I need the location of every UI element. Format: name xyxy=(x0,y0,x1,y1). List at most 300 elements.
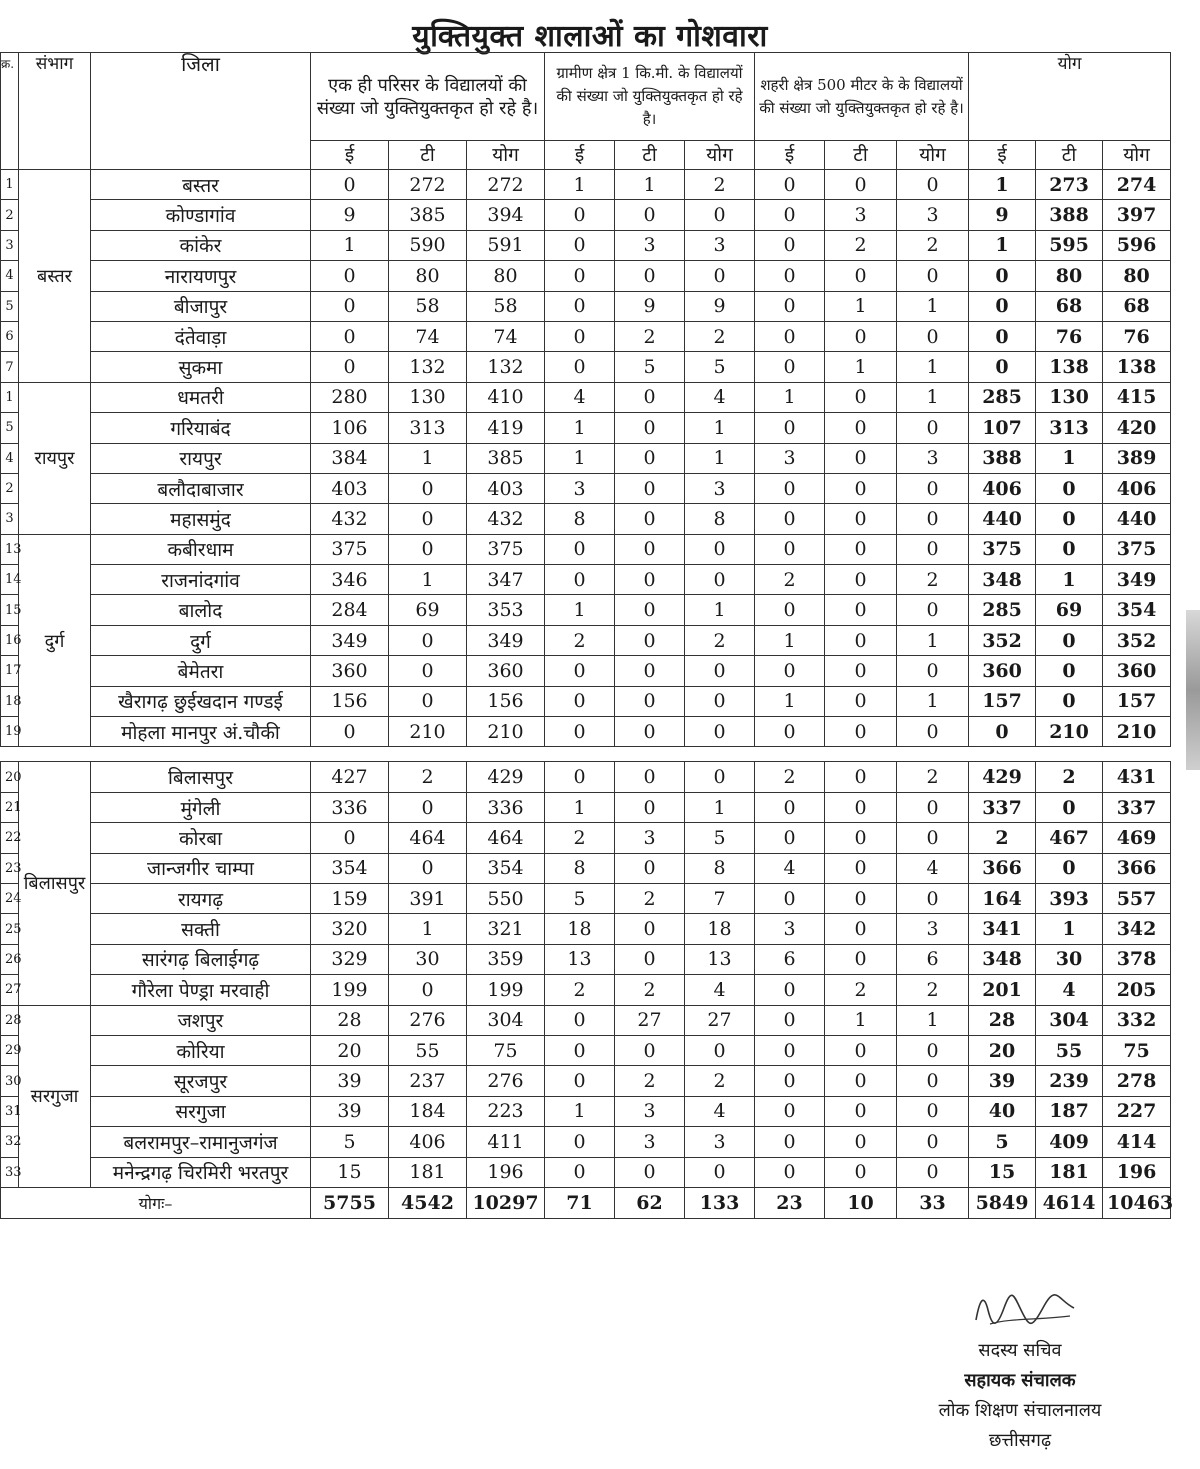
value-cell: 0 xyxy=(825,504,897,534)
table-row xyxy=(1,352,1171,382)
value-cell: 3 xyxy=(755,443,825,473)
header-urban-500m: शहरी क्षेत्र 500 मीटर के के विद्यालयों की संख्या जो युक्तियुक्तकृत हो रहे है। xyxy=(755,53,969,141)
value-cell: 1 xyxy=(755,382,825,412)
value-cell: 132 xyxy=(389,352,467,382)
total-value-cell: 62 xyxy=(615,1187,685,1218)
serial-number-cell: 15 xyxy=(1,595,19,625)
district-cell: कोरिया xyxy=(91,1035,311,1065)
header-same-campus: एक ही परिसर के विद्यालयों की संख्या जो युक्तियुक्तकृत हो रहे है। xyxy=(311,53,545,141)
value-cell: 280 xyxy=(311,382,389,412)
table-row xyxy=(1,534,1171,564)
serial-number-cell: 17 xyxy=(1,656,19,686)
value-cell: 0 xyxy=(545,656,615,686)
value-cell: 106 xyxy=(311,413,389,443)
value-cell: 427 xyxy=(311,762,389,792)
value-cell: 0 xyxy=(1036,656,1103,686)
district-cell: धमतरी xyxy=(91,382,311,412)
value-cell: 0 xyxy=(545,291,615,321)
serial-number-cell: 6 xyxy=(1,321,19,351)
value-cell: 0 xyxy=(389,504,467,534)
value-cell: 284 xyxy=(311,595,389,625)
value-cell: 0 xyxy=(615,853,685,883)
value-cell: 132 xyxy=(467,352,545,382)
value-cell: 2 xyxy=(685,321,755,351)
value-cell: 2 xyxy=(897,975,969,1005)
division-cell: बिलासपुर xyxy=(19,762,91,1005)
value-cell: 0 xyxy=(755,473,825,503)
value-cell: 4 xyxy=(685,975,755,1005)
value-cell: 0 xyxy=(311,170,389,200)
value-cell: 0 xyxy=(969,291,1036,321)
value-cell: 354 xyxy=(1103,595,1171,625)
table-row xyxy=(1,291,1171,321)
district-cell: राजनांदगांव xyxy=(91,565,311,595)
value-cell: 3 xyxy=(755,914,825,944)
total-value-cell: 33 xyxy=(897,1187,969,1218)
value-cell: 336 xyxy=(467,792,545,822)
document-title: युक्तियुक्त शालाओं का गोशवारा xyxy=(412,19,768,54)
value-cell: 0 xyxy=(755,883,825,913)
district-cell: गरियाबंद xyxy=(91,413,311,443)
district-cell: खैरागढ़ छुईखदान गण्डई xyxy=(91,686,311,716)
serial-number-cell: 5 xyxy=(1,291,19,321)
value-cell: 0 xyxy=(389,792,467,822)
table-row xyxy=(1,656,1171,686)
handwritten-signature xyxy=(900,1290,1140,1336)
value-cell: 1 xyxy=(545,1096,615,1126)
value-cell: 74 xyxy=(389,321,467,351)
value-cell: 157 xyxy=(969,686,1036,716)
table-row xyxy=(1,1005,1171,1035)
table-row xyxy=(1,382,1171,412)
value-cell: 5 xyxy=(685,823,755,853)
table-row xyxy=(1,717,1171,747)
value-cell: 394 xyxy=(467,200,545,230)
value-cell: 414 xyxy=(1103,1127,1171,1157)
value-cell: 1 xyxy=(825,291,897,321)
value-cell: 1 xyxy=(685,595,755,625)
value-cell: 2 xyxy=(615,321,685,351)
value-cell: 0 xyxy=(825,883,897,913)
value-cell: 1 xyxy=(897,686,969,716)
table-row xyxy=(1,975,1171,1005)
value-cell: 406 xyxy=(389,1127,467,1157)
value-cell: 199 xyxy=(467,975,545,1005)
value-cell: 406 xyxy=(969,473,1036,503)
value-cell: 196 xyxy=(467,1157,545,1187)
value-cell: 2 xyxy=(389,762,467,792)
value-cell: 0 xyxy=(685,565,755,595)
value-cell: 0 xyxy=(897,1127,969,1157)
value-cell: 591 xyxy=(467,230,545,260)
serial-number-cell: 13 xyxy=(1,534,19,564)
value-cell: 0 xyxy=(389,853,467,883)
value-cell: 1 xyxy=(389,443,467,473)
value-cell: 353 xyxy=(467,595,545,625)
header-sn: क्र. xyxy=(1,53,19,170)
value-cell: 20 xyxy=(311,1035,389,1065)
total-row xyxy=(1,1187,1171,1218)
value-cell: 5 xyxy=(969,1127,1036,1157)
value-cell: 0 xyxy=(389,473,467,503)
subheader-cell: योग xyxy=(897,141,969,170)
value-cell: 403 xyxy=(467,473,545,503)
value-cell: 0 xyxy=(825,914,897,944)
value-cell: 0 xyxy=(825,656,897,686)
value-cell: 464 xyxy=(389,823,467,853)
value-cell: 0 xyxy=(615,473,685,503)
value-cell: 432 xyxy=(311,504,389,534)
subheader-cell: टी xyxy=(825,141,897,170)
value-cell: 18 xyxy=(685,914,755,944)
value-cell: 39 xyxy=(311,1096,389,1126)
value-cell: 0 xyxy=(685,686,755,716)
value-cell: 3 xyxy=(615,1127,685,1157)
value-cell: 0 xyxy=(545,686,615,716)
value-cell: 68 xyxy=(1103,291,1171,321)
value-cell: 55 xyxy=(389,1035,467,1065)
district-cell: नारायणपुर xyxy=(91,261,311,291)
value-cell: 360 xyxy=(311,656,389,686)
value-cell: 156 xyxy=(467,686,545,716)
value-cell: 1 xyxy=(685,443,755,473)
table-row xyxy=(1,1035,1171,1065)
value-cell: 181 xyxy=(1036,1157,1103,1187)
value-cell: 3 xyxy=(825,200,897,230)
value-cell: 164 xyxy=(969,883,1036,913)
district-cell: बस्तर xyxy=(91,170,311,200)
table-row xyxy=(1,1066,1171,1096)
value-cell: 0 xyxy=(825,625,897,655)
value-cell: 0 xyxy=(825,473,897,503)
value-cell: 1 xyxy=(545,170,615,200)
value-cell: 2 xyxy=(825,230,897,260)
value-cell: 0 xyxy=(615,914,685,944)
value-cell: 0 xyxy=(897,883,969,913)
value-cell: 332 xyxy=(1103,1005,1171,1035)
value-cell: 313 xyxy=(389,413,467,443)
value-cell: 1 xyxy=(825,352,897,382)
value-cell: 342 xyxy=(1103,914,1171,944)
value-cell: 0 xyxy=(825,382,897,412)
table-row xyxy=(1,443,1171,473)
value-cell: 210 xyxy=(467,717,545,747)
value-cell: 0 xyxy=(897,504,969,534)
value-cell: 337 xyxy=(1103,792,1171,822)
value-cell: 0 xyxy=(545,1066,615,1096)
header-district: जिला xyxy=(91,53,311,170)
value-cell: 39 xyxy=(311,1066,389,1096)
value-cell: 187 xyxy=(1036,1096,1103,1126)
value-cell: 130 xyxy=(389,382,467,412)
value-cell: 0 xyxy=(545,762,615,792)
value-cell: 321 xyxy=(467,914,545,944)
table-row xyxy=(1,565,1171,595)
serial-number-cell: 16 xyxy=(1,625,19,655)
value-cell: 1 xyxy=(897,382,969,412)
value-cell: 184 xyxy=(389,1096,467,1126)
value-cell: 0 xyxy=(755,200,825,230)
value-cell: 359 xyxy=(467,944,545,974)
value-cell: 375 xyxy=(969,534,1036,564)
value-cell: 349 xyxy=(467,625,545,655)
value-cell: 0 xyxy=(685,200,755,230)
value-cell: 156 xyxy=(311,686,389,716)
value-cell: 0 xyxy=(615,261,685,291)
table-row xyxy=(1,1096,1171,1126)
value-cell: 0 xyxy=(897,823,969,853)
value-cell: 385 xyxy=(467,443,545,473)
value-cell: 107 xyxy=(969,413,1036,443)
value-cell: 4 xyxy=(755,853,825,883)
value-cell: 320 xyxy=(311,914,389,944)
value-cell: 375 xyxy=(311,534,389,564)
district-cell: महासमुंद xyxy=(91,504,311,534)
value-cell: 590 xyxy=(389,230,467,260)
value-cell: 8 xyxy=(685,853,755,883)
value-cell: 0 xyxy=(825,944,897,974)
value-cell: 2 xyxy=(897,762,969,792)
value-cell: 0 xyxy=(1036,625,1103,655)
value-cell: 360 xyxy=(1103,656,1171,686)
value-cell: 1 xyxy=(969,230,1036,260)
value-cell: 378 xyxy=(1103,944,1171,974)
value-cell: 0 xyxy=(825,443,897,473)
serial-number-cell: 29 xyxy=(1,1035,19,1065)
value-cell: 1 xyxy=(825,1005,897,1035)
serial-number-cell: 23 xyxy=(1,853,19,883)
serial-number-cell: 22 xyxy=(1,823,19,853)
value-cell: 0 xyxy=(969,261,1036,291)
value-cell: 0 xyxy=(615,792,685,822)
value-cell: 0 xyxy=(825,823,897,853)
value-cell: 0 xyxy=(755,261,825,291)
value-cell: 6 xyxy=(897,944,969,974)
value-cell: 354 xyxy=(311,853,389,883)
value-cell: 0 xyxy=(545,717,615,747)
value-cell: 68 xyxy=(1036,291,1103,321)
signatory-designation: सदस्य सचिव xyxy=(978,1340,1062,1361)
value-cell: 329 xyxy=(311,944,389,974)
value-cell: 0 xyxy=(545,321,615,351)
district-cell: दंतेवाड़ा xyxy=(91,321,311,351)
value-cell: 1 xyxy=(897,352,969,382)
value-cell: 0 xyxy=(685,762,755,792)
value-cell: 0 xyxy=(311,352,389,382)
serial-number-cell: 5 xyxy=(1,413,19,443)
value-cell: 69 xyxy=(1036,595,1103,625)
value-cell: 341 xyxy=(969,914,1036,944)
value-cell: 75 xyxy=(1103,1035,1171,1065)
value-cell: 76 xyxy=(1036,321,1103,351)
division-cell: रायपुर xyxy=(19,382,91,534)
district-cell: मोहला मानपुर अं.चौकी xyxy=(91,717,311,747)
table-row xyxy=(1,230,1171,260)
table-row xyxy=(1,595,1171,625)
value-cell: 58 xyxy=(467,291,545,321)
district-cell: बालोद xyxy=(91,595,311,625)
district-cell: मुंगेली xyxy=(91,792,311,822)
value-cell: 469 xyxy=(1103,823,1171,853)
value-cell: 39 xyxy=(969,1066,1036,1096)
value-cell: 0 xyxy=(825,1035,897,1065)
district-cell: बलौदाबाजार xyxy=(91,473,311,503)
value-cell: 4 xyxy=(685,382,755,412)
value-cell: 384 xyxy=(311,443,389,473)
value-cell: 5 xyxy=(311,1127,389,1157)
table-row xyxy=(1,321,1171,351)
value-cell: 360 xyxy=(969,656,1036,686)
district-cell: कांकेर xyxy=(91,230,311,260)
value-cell: 0 xyxy=(685,534,755,564)
value-cell: 205 xyxy=(1103,975,1171,1005)
total-value-cell: 71 xyxy=(545,1187,615,1218)
district-cell: दुर्ग xyxy=(91,625,311,655)
serial-number-cell: 1 xyxy=(1,382,19,412)
total-label: योगः– xyxy=(1,1187,311,1218)
value-cell: 1 xyxy=(685,413,755,443)
value-cell: 2 xyxy=(615,1066,685,1096)
value-cell: 0 xyxy=(615,443,685,473)
subheader-cell: टी xyxy=(1036,141,1103,170)
value-cell: 0 xyxy=(615,534,685,564)
value-cell: 1 xyxy=(389,565,467,595)
value-cell: 3 xyxy=(615,1096,685,1126)
table-row xyxy=(1,625,1171,655)
header-rural-1km: ग्रामीण क्षेत्र 1 कि.मी. के विद्यालयों की संख्या जो युक्तियुक्तकृत हो रहे है। xyxy=(545,53,755,141)
value-cell: 2 xyxy=(615,975,685,1005)
value-cell: 0 xyxy=(755,352,825,382)
serial-number-cell: 20 xyxy=(1,762,19,792)
value-cell: 0 xyxy=(545,200,615,230)
value-cell: 0 xyxy=(897,534,969,564)
value-cell: 304 xyxy=(467,1005,545,1035)
value-cell: 388 xyxy=(969,443,1036,473)
table-row xyxy=(1,686,1171,716)
value-cell: 375 xyxy=(467,534,545,564)
value-cell: 1 xyxy=(755,686,825,716)
value-cell: 74 xyxy=(467,321,545,351)
subheader-cell: योग xyxy=(1103,141,1171,170)
district-cell: जान्जगीर चाम्पा xyxy=(91,853,311,883)
value-cell: 336 xyxy=(311,792,389,822)
value-cell: 159 xyxy=(311,883,389,913)
value-cell: 415 xyxy=(1103,382,1171,412)
value-cell: 2 xyxy=(755,762,825,792)
value-cell: 2 xyxy=(755,565,825,595)
value-cell: 210 xyxy=(1036,717,1103,747)
value-cell: 0 xyxy=(969,321,1036,351)
value-cell: 1 xyxy=(1036,443,1103,473)
value-cell: 3 xyxy=(545,473,615,503)
value-cell: 385 xyxy=(389,200,467,230)
value-cell: 0 xyxy=(897,413,969,443)
district-cell: रायगढ़ xyxy=(91,883,311,913)
value-cell: 1 xyxy=(1036,914,1103,944)
value-cell: 419 xyxy=(467,413,545,443)
value-cell: 69 xyxy=(389,595,467,625)
header-grand-total: योग xyxy=(969,53,1171,141)
serial-number-cell: 18 xyxy=(1,686,19,716)
value-cell: 9 xyxy=(615,291,685,321)
value-cell: 429 xyxy=(467,762,545,792)
table-row xyxy=(1,170,1171,200)
value-cell: 0 xyxy=(1036,534,1103,564)
value-cell: 80 xyxy=(1103,261,1171,291)
district-cell: बेमेतरा xyxy=(91,656,311,686)
value-cell: 1 xyxy=(685,792,755,822)
district-cell: सारंगढ़ बिलाईगढ़ xyxy=(91,944,311,974)
value-cell: 313 xyxy=(1036,413,1103,443)
value-cell: 1 xyxy=(389,914,467,944)
value-cell: 0 xyxy=(755,975,825,1005)
value-cell: 0 xyxy=(825,792,897,822)
value-cell: 15 xyxy=(969,1157,1036,1187)
photo-edge-artifact xyxy=(1186,610,1200,770)
total-value-cell: 10463 xyxy=(1103,1187,1171,1218)
value-cell: 0 xyxy=(615,595,685,625)
subheader-cell: ई xyxy=(545,141,615,170)
value-cell: 0 xyxy=(825,717,897,747)
value-cell: 1 xyxy=(311,230,389,260)
value-cell: 272 xyxy=(467,170,545,200)
value-cell: 9 xyxy=(685,291,755,321)
serial-number-cell: 7 xyxy=(1,352,19,382)
value-cell: 0 xyxy=(685,261,755,291)
value-cell: 5 xyxy=(615,352,685,382)
total-value-cell: 5849 xyxy=(969,1187,1036,1218)
value-cell: 0 xyxy=(545,352,615,382)
district-cell: सूरजपुर xyxy=(91,1066,311,1096)
value-cell: 349 xyxy=(1103,565,1171,595)
serial-number-cell: 21 xyxy=(1,792,19,822)
value-cell: 349 xyxy=(311,625,389,655)
value-cell: 2 xyxy=(969,823,1036,853)
table-row xyxy=(1,823,1171,853)
value-cell: 138 xyxy=(1036,352,1103,382)
table-row xyxy=(1,914,1171,944)
signature-block xyxy=(900,1290,1140,1456)
value-cell: 15 xyxy=(311,1157,389,1187)
value-cell: 2 xyxy=(685,625,755,655)
value-cell: 223 xyxy=(467,1096,545,1126)
value-cell: 0 xyxy=(755,1157,825,1187)
value-cell: 3 xyxy=(897,200,969,230)
value-cell: 0 xyxy=(969,717,1036,747)
value-cell: 1 xyxy=(897,1005,969,1035)
value-cell: 2 xyxy=(897,230,969,260)
value-cell: 0 xyxy=(755,1005,825,1035)
value-cell: 30 xyxy=(1036,944,1103,974)
serial-number-cell: 28 xyxy=(1,1005,19,1035)
value-cell: 464 xyxy=(467,823,545,853)
value-cell: 0 xyxy=(615,382,685,412)
value-cell: 0 xyxy=(897,792,969,822)
value-cell: 0 xyxy=(615,1157,685,1187)
value-cell: 0 xyxy=(755,1096,825,1126)
value-cell: 80 xyxy=(1036,261,1103,291)
value-cell: 0 xyxy=(755,170,825,200)
table-row xyxy=(1,261,1171,291)
value-cell: 0 xyxy=(685,1035,755,1065)
value-cell: 550 xyxy=(467,883,545,913)
serial-number-cell: 1 xyxy=(1,170,19,200)
value-cell: 467 xyxy=(1036,823,1103,853)
value-cell: 0 xyxy=(825,170,897,200)
value-cell: 406 xyxy=(1103,473,1171,503)
value-cell: 0 xyxy=(897,321,969,351)
value-cell: 0 xyxy=(825,595,897,625)
